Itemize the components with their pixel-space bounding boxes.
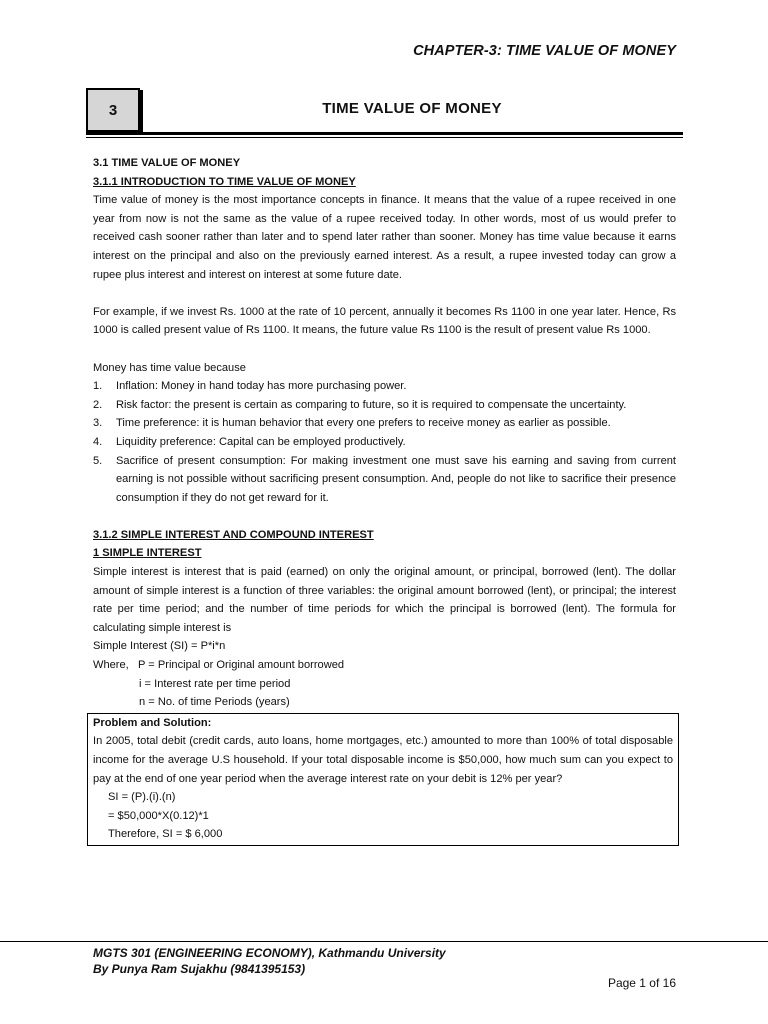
- spacer: [93, 340, 676, 359]
- formula-where-i: i = Interest rate per time period: [139, 677, 291, 690]
- footer-rule: [0, 941, 768, 942]
- list-text: Liquidity preference: Capital can be employed productively.: [116, 435, 406, 448]
- list-item: [93, 414, 676, 433]
- problem-text: In 2005, total debit (credit cards, auto loans, home mortgages, etc.) amounted to more than 100% of total disposable income for the average U.S household. If your total disposable income is $50,000, how much sum can you expect to pay at the end of one year period when the average interest rate on your debit is 12% per year?: [93, 735, 673, 785]
- chapter-number: 3: [108, 101, 118, 119]
- simple-interest-formula: Simple Interest (SI) = P*i*n: [93, 640, 226, 653]
- chapter-heading: TIME VALUE OF MONEY: [322, 100, 502, 117]
- simple-interest-paragraph: Simple interest is interest that is paid (earned) on only the original amount, or principal, borrowed (lent). The dollar amount of simple interest is a function of three variables: the original amount borrowed (lent), or principal; the interest rate per time period; and the number of time periods for which the principal is borrowed (lent). The formula for calculating simple interest is: [93, 566, 676, 634]
- subsection-heading-interest: 3.1.2 SIMPLE INTEREST AND COMPOUND INTEREST: [93, 528, 374, 541]
- problem-title: Problem and Solution:: [93, 716, 212, 729]
- example-paragraph: For example, if we invest Rs. 1000 at the rate of 10 percent, annually it becomes Rs 1100 in one year later. Hence, Rs 1000 is called present value of Rs 1100. It means, the future value Rs 1100 is the result of present value Rs 1000.: [93, 305, 676, 337]
- document-body: [93, 154, 676, 846]
- list-number: 3.: [93, 417, 103, 430]
- reasons-list: [93, 377, 676, 507]
- subsection-heading-intro: 3.1.1 INTRODUCTION TO TIME VALUE OF MONEY: [93, 175, 356, 188]
- heading-rule-thick: [86, 132, 683, 135]
- solution-step-2: = $50,000*X(0.12)*1: [108, 809, 209, 822]
- list-text: Sacrifice of present consumption: For making investment one must save his earning and saving from current earning is not possible without sacrificing present consumption. And, people do not like to sacrifice their presence consumption if they do not get reward for it.: [116, 454, 676, 504]
- chapter-running-header: CHAPTER-3: TIME VALUE OF MONEY: [413, 43, 676, 59]
- list-item: [93, 433, 676, 452]
- page-number: Page 1 of 16: [607, 976, 676, 990]
- intro-paragraph: Time value of money is the most importance concepts in finance. It means that the value of a rupee received in one year from now is not the same as the value of a rupee received today. In other words, most of us would prefer to received cash sooner rather than later and to spend later rather than sooner. Money has time value because it earns interest on the principal and also on the previously earned interest. As a result, a rupee invested today can grow a rupee plus interest and interest on interest at some future date.: [93, 194, 676, 281]
- list-number: 4.: [93, 435, 103, 448]
- reasons-intro: Money has time value because: [93, 361, 246, 374]
- simple-interest-heading: 1 SIMPLE INTEREST: [93, 547, 202, 560]
- solution-step-1: SI = (P).(i).(n): [108, 791, 176, 804]
- list-text: Time preference: it is human behavior that every one prefers to receive money as earlier as possible.: [116, 417, 611, 430]
- formula-where-n: n = No. of time Periods (years): [139, 696, 290, 709]
- list-number: 1.: [93, 380, 103, 393]
- list-text: Inflation: Money in hand today has more purchasing power.: [116, 380, 407, 393]
- problem-box: [87, 713, 679, 846]
- list-number: 5.: [93, 454, 103, 467]
- section-heading: 3.1 TIME VALUE OF MONEY: [93, 157, 241, 169]
- list-item: [93, 396, 676, 415]
- footer-author: By Punya Ram Sujakhu (9841395153): [93, 962, 306, 976]
- spacer: [93, 284, 676, 303]
- list-number: 2.: [93, 398, 103, 411]
- formula-where-p: Where, P = Principal or Original amount borrowed: [93, 659, 345, 672]
- list-text: Risk factor: the present is certain as comparing to future, so it is required to compensate the uncertainty.: [116, 398, 627, 411]
- list-item: [93, 452, 676, 508]
- solution-step-3: Therefore, SI = $ 6,000: [108, 828, 223, 841]
- spacer: [93, 507, 676, 526]
- heading-rule-thin: [86, 137, 683, 138]
- list-item: [93, 377, 676, 396]
- footer-course: MGTS 301 (ENGINEERING ECONOMY), Kathmandu University: [93, 946, 446, 960]
- chapter-number-box: [86, 88, 140, 132]
